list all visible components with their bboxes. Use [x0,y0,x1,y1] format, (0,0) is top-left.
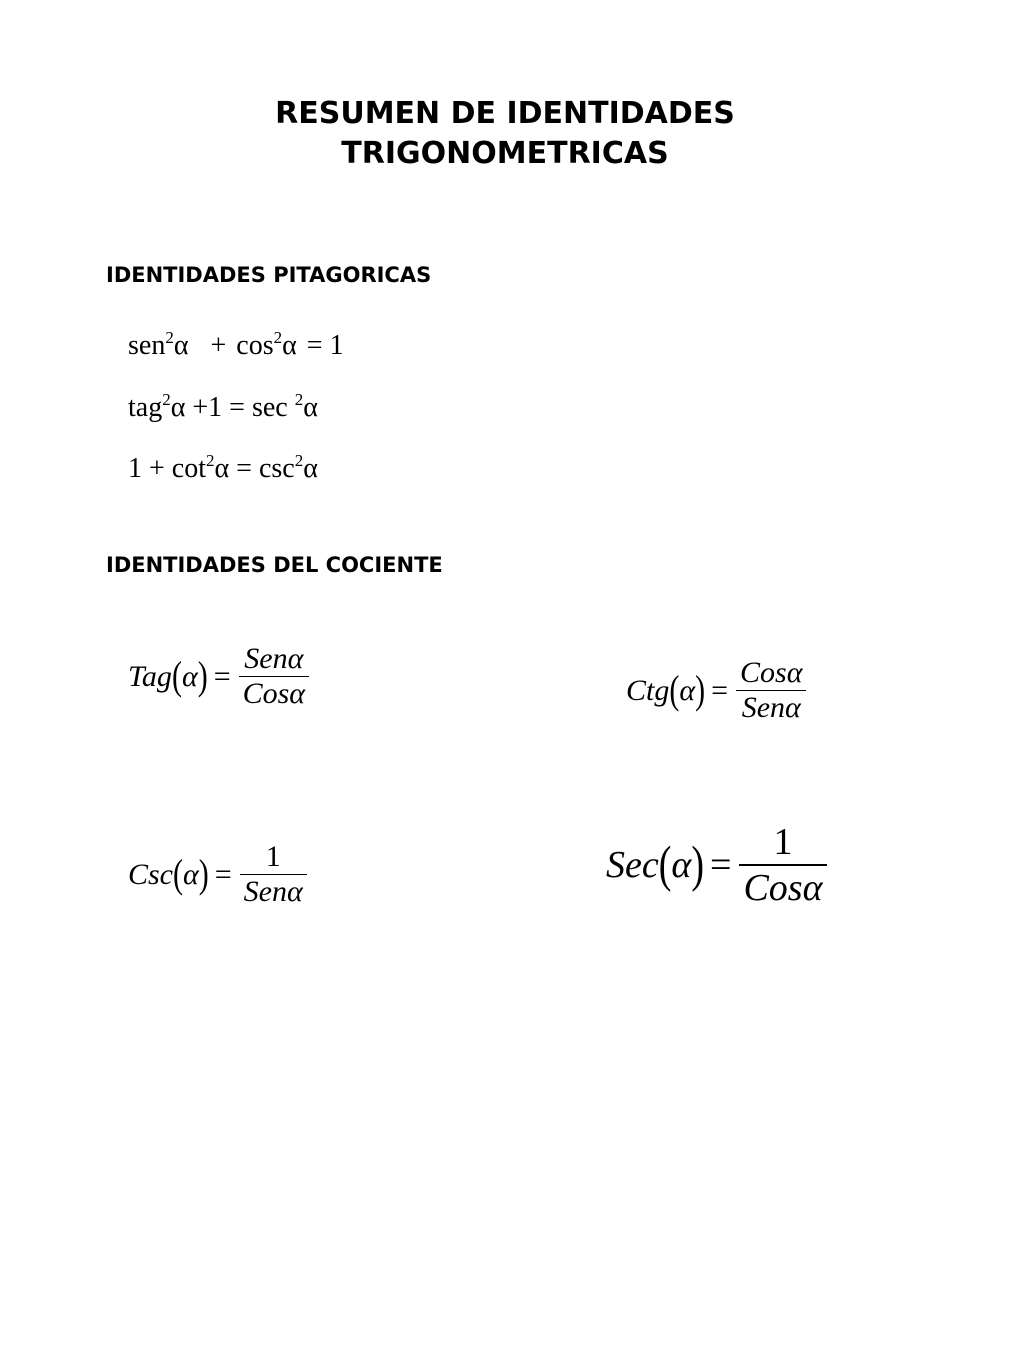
fraction [739,820,826,910]
section-heading-cociente: IDENTIDADES DEL COCIENTE [106,553,443,577]
exponent: 2 [162,390,171,409]
numerator: 1 [265,840,281,873]
fraction [736,656,806,725]
operator: + [210,330,227,361]
equals-sign: = [306,330,323,361]
formula-secant [606,820,827,910]
numerator: Senα [244,642,304,675]
argument: α [183,857,199,891]
argument: α [181,659,198,693]
argument: α [671,844,692,886]
exponent: 2 [165,328,174,347]
denominator: Senα [741,691,801,724]
formula-tangent [128,642,309,711]
right-paren: ) [695,667,706,713]
exponent: 2 [206,451,215,470]
right-paren: ) [197,653,208,699]
equals-sign: = [213,659,231,693]
exponent: 2 [294,390,304,409]
operator-and-term: +1 = sec [192,392,288,423]
denominator: Senα [243,875,303,908]
formula-cosecant [128,840,307,909]
alpha-symbol: α [282,330,297,361]
alpha-symbol: α [303,453,318,484]
left-paren: ( [173,851,183,897]
numerator: Cosα [740,656,803,689]
page-title-line-1: RESUMEN DE IDENTIDADES [275,96,735,131]
denominator: Cosα [242,677,306,710]
exponent: 2 [273,328,283,347]
right-paren: ) [198,851,209,897]
identity-tag-sec [128,392,318,424]
equals-sign: = [214,857,232,891]
formula-cotangent [626,656,806,725]
function-name: Csc [128,857,173,891]
alpha-symbol: α [303,392,318,423]
identity-cot-csc [128,453,318,485]
fraction [239,642,309,711]
identity-sen-cos [128,330,344,362]
right-paren: ) [691,836,704,894]
denominator: Cosα [743,867,823,909]
left-paren: ( [171,653,182,699]
exponent: 2 [294,451,304,470]
term: cos [236,330,274,361]
function-name: Tag [128,659,172,693]
alpha-symbol: α [170,392,186,423]
function-name: Sec [606,844,659,886]
term: 1 + cot [128,453,206,484]
left-paren: ( [669,667,680,713]
alpha-symbol: α [173,330,189,361]
argument: α [679,673,696,707]
numerator: 1 [773,821,793,863]
function-name: Ctg [626,673,670,707]
equals-sign: = [710,844,732,886]
left-paren: ( [658,836,672,894]
result: 1 [329,330,344,361]
equals-and-term: = csc [236,453,295,484]
alpha-symbol: α [214,453,230,484]
term: sen [128,330,166,361]
term: tag [128,392,163,423]
equals-sign: = [711,673,729,707]
page-title [0,94,1010,174]
fraction [240,840,307,909]
page-title-line-2: TRIGONOMETRICAS [341,136,669,171]
section-heading-pitagoricas: IDENTIDADES PITAGORICAS [106,263,432,287]
